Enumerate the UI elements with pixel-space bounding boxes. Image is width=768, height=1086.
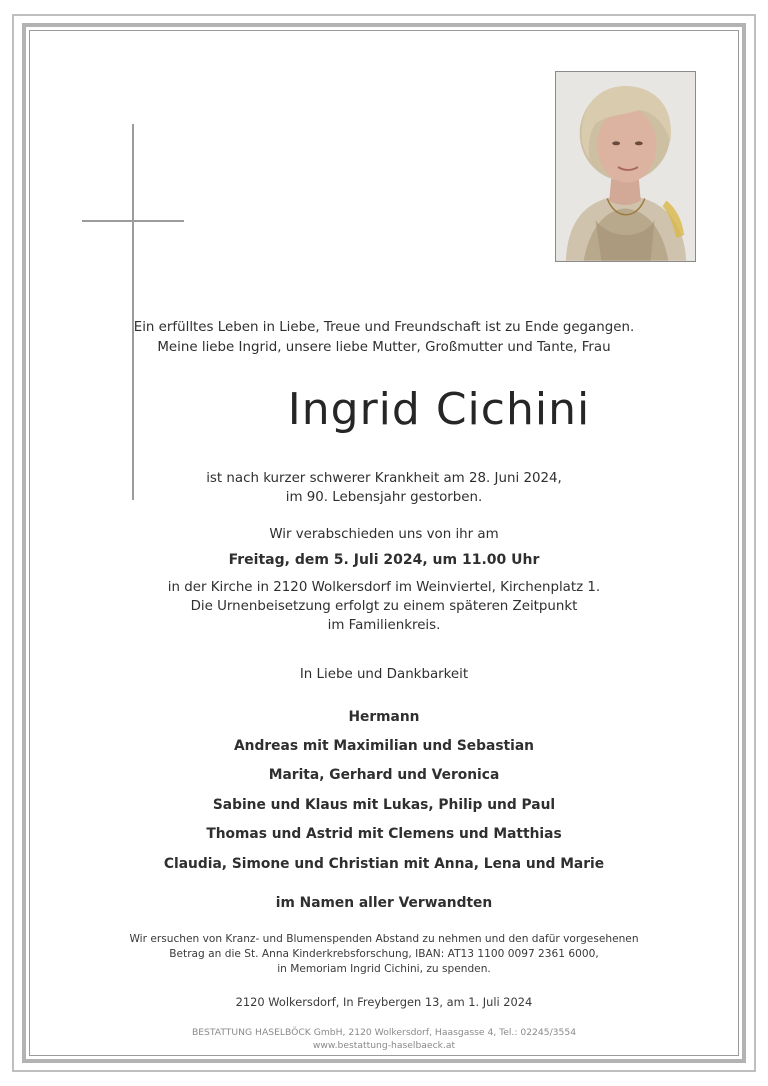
ceremony-intro: Wir verabschieden uns von ihr am bbox=[269, 527, 499, 542]
funeral-company: BESTATTUNG HASELBÖCK GmbH, 2120 Wolkersdorf, Haasgasse 4, Tel.: 02245/3554 bbox=[191, 1027, 577, 1038]
family-line: Marita, Gerhard und Veronica bbox=[268, 767, 500, 783]
ceremony-line-2: Die Urnenbeisetzung erfolgt zu einem späteren Zeitpunkt bbox=[190, 599, 578, 614]
intro-line-2: Meine liebe Ingrid, unsere liebe Mutter, Großmutter und Tante, Frau bbox=[157, 340, 611, 355]
family-line: Hermann bbox=[348, 709, 420, 725]
company-website: www.bestattung-haselbaeck.at bbox=[312, 1040, 456, 1051]
intro-line-1: Ein erfülltes Leben in Liebe, Treue und Freundschaft ist zu Ende gegangen. bbox=[133, 320, 635, 335]
family-line: Thomas und Astrid mit Clemens und Matthias bbox=[206, 826, 562, 842]
portrait-photo bbox=[555, 71, 696, 262]
portrait-image bbox=[556, 72, 695, 261]
relatives-line: im Namen aller Verwandten bbox=[275, 895, 493, 911]
cross-icon-horizontal bbox=[82, 220, 184, 222]
death-line-2: im 90. Lebensjahr gestorben. bbox=[285, 490, 483, 505]
death-line-1: ist nach kurzer schwerer Krankheit am 28. Juni 2024, bbox=[206, 471, 562, 486]
ceremony-line-3: im Familienkreis. bbox=[327, 618, 441, 633]
donation-line-3: in Memoriam Ingrid Cichini, zu spenden. bbox=[277, 963, 491, 975]
family-line: Andreas mit Maximilian und Sebastian bbox=[233, 738, 534, 754]
donation-line-1: Wir ersuchen von Kranz- und Blumenspenden Abstand zu nehmen und den dafür vorgesehenen bbox=[129, 933, 639, 945]
ceremony-date: Freitag, dem 5. Juli 2024, um 11.00 Uhr bbox=[228, 552, 540, 568]
cross-icon-vertical bbox=[132, 124, 134, 500]
closing-phrase: In Liebe und Dankbarkeit bbox=[299, 667, 469, 682]
family-line: Sabine und Klaus mit Lukas, Philip und Paul bbox=[212, 797, 556, 813]
family-line: Claudia, Simone und Christian mit Anna, Lena und Marie bbox=[163, 856, 605, 872]
donation-line-2: Betrag an die St. Anna Kinderkrebsforschung, IBAN: AT13 1100 0097 2361 6000, bbox=[169, 948, 599, 960]
deceased-name: Ingrid Cichini bbox=[287, 384, 591, 435]
place-date: 2120 Wolkersdorf, In Freybergen 13, am 1. Juli 2024 bbox=[235, 995, 533, 1009]
ceremony-line-1: in der Kirche in 2120 Wolkersdorf im Weinviertel, Kirchenplatz 1. bbox=[167, 580, 601, 595]
